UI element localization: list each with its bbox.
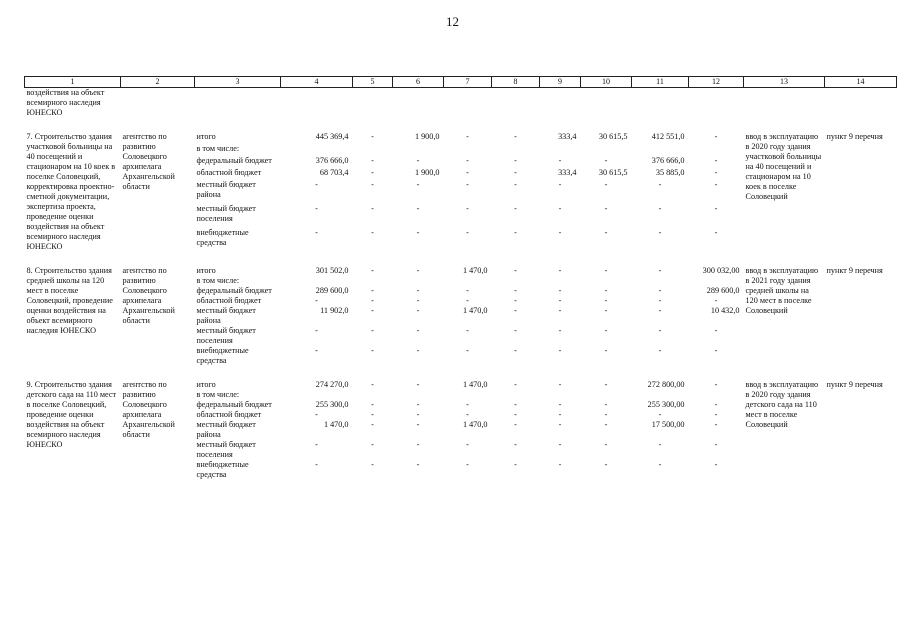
amount-cell: - <box>558 180 562 189</box>
funding-source: местный бюджет района <box>196 180 256 199</box>
amount-cell: - <box>714 440 718 449</box>
amount-cell <box>632 144 689 156</box>
amount-cell <box>632 390 689 400</box>
project-name: 8. Строительство здания средней школы на 120 мест в поселке Соловецкий, проведение оценки воздействия на объект всемирного наследия ЮНЕСКО <box>26 266 113 335</box>
amount-cell: - <box>371 410 374 419</box>
amount-cell <box>353 276 393 286</box>
amount-cell: - <box>514 180 517 189</box>
funding-source: местный бюджет поселения <box>196 440 256 459</box>
column-number: 13 <box>744 77 825 88</box>
amount-cell: - <box>558 306 562 315</box>
amount-cell: - <box>714 296 718 305</box>
amount-cell: - <box>558 460 562 469</box>
amount-cell: - <box>416 306 420 315</box>
amount-cell <box>353 390 393 400</box>
amount-cell: - <box>714 420 718 429</box>
amount-cell: - <box>416 296 420 305</box>
amount-cell: - <box>604 346 608 355</box>
project-reference: пункт 9 перечня <box>826 132 883 141</box>
amount-cell: 300 032,00 <box>702 266 740 275</box>
amount-cell: 17 500,00 <box>651 420 685 429</box>
amount-cell: - <box>315 228 318 237</box>
amount-cell: - <box>514 156 517 165</box>
project-result: ввод в эксплуатацию в 2020 году здания участковой больницы на 40 посещений и стационаром на 10 коек в поселке Соловецкий <box>745 132 822 201</box>
amount-cell: - <box>514 346 517 355</box>
project-spacer <box>25 252 897 266</box>
amount-cell: 255 300,00 <box>647 400 685 409</box>
funding-source: в том числе: <box>196 144 240 153</box>
column-number: 5 <box>353 77 393 88</box>
amount-cell: - <box>514 306 517 315</box>
amount-cell: - <box>714 156 718 165</box>
amount-cell: - <box>604 440 608 449</box>
amount-cell: - <box>658 346 662 355</box>
column-number: 11 <box>632 77 689 88</box>
amount-cell: - <box>604 410 608 419</box>
amount-cell: - <box>371 440 374 449</box>
amount-cell: - <box>466 460 469 469</box>
amount-cell: - <box>604 180 608 189</box>
amount-cell: 289 600,0 <box>706 286 740 295</box>
amount-cell: - <box>514 296 517 305</box>
amount-cell: - <box>371 296 374 305</box>
amount-cell: - <box>371 132 374 141</box>
amount-cell: 376 666,0 <box>315 156 349 165</box>
amount-cell: - <box>514 440 517 449</box>
funding-source: местный бюджет поселения <box>196 204 256 223</box>
funding-source: федеральный бюджет <box>196 156 272 165</box>
project-name: 9. Строительство здания детского сада на 110 мест в поселке Соловецкий, проведение оценки воздействия на объект всемирного наследия ЮНЕСКО <box>26 380 117 449</box>
project-spacer <box>25 118 897 132</box>
amount-cell: - <box>514 460 517 469</box>
table-row <box>25 266 897 276</box>
amount-cell: 30 615,5 <box>598 168 628 177</box>
amount-cell: 1 470,0 <box>462 380 488 389</box>
amount-cell <box>689 390 744 400</box>
amount-cell <box>393 144 444 156</box>
amount-cell: - <box>604 380 608 389</box>
amount-cell: - <box>371 346 374 355</box>
amount-cell: 376 666,0 <box>651 156 685 165</box>
amount-cell: - <box>558 156 562 165</box>
amount-cell: - <box>558 228 562 237</box>
amount-cell: 272 800,00 <box>647 380 685 389</box>
amount-cell: - <box>714 380 718 389</box>
amount-cell <box>632 276 689 286</box>
amount-cell: 445 369,4 <box>315 132 349 141</box>
amount-cell: - <box>371 204 374 213</box>
amount-cell: - <box>416 400 420 409</box>
funding-source: федеральный бюджет <box>196 286 272 295</box>
column-number: 10 <box>581 77 632 88</box>
funding-source: областной бюджет <box>196 410 262 419</box>
amount-cell: - <box>658 306 662 315</box>
amount-cell: - <box>315 204 318 213</box>
amount-cell: - <box>466 168 469 177</box>
amount-cell: - <box>714 228 718 237</box>
amount-cell: - <box>466 204 469 213</box>
amount-cell <box>540 276 581 286</box>
amount-cell: - <box>714 326 718 335</box>
funding-source: областной бюджет <box>196 168 262 177</box>
funding-source: федеральный бюджет <box>196 400 272 409</box>
amount-cell: - <box>658 410 662 419</box>
amount-cell <box>281 276 353 286</box>
amount-cell: - <box>315 180 318 189</box>
amount-cell: - <box>371 286 374 295</box>
amount-cell <box>492 144 540 156</box>
funding-source: в том числе: <box>196 276 240 285</box>
amount-cell: - <box>604 156 608 165</box>
project-result: ввод в эксплуатацию в 2020 году здания детского сада на 110 мест в поселке Соловецкий <box>745 380 819 429</box>
amount-cell <box>689 144 744 156</box>
amount-cell <box>540 144 581 156</box>
amount-cell: 68 703,4 <box>319 168 349 177</box>
amount-cell: - <box>658 204 662 213</box>
column-number: 7 <box>444 77 492 88</box>
amount-cell <box>444 276 492 286</box>
amount-cell: - <box>558 326 562 335</box>
amount-cell: - <box>371 400 374 409</box>
amount-cell: 10 432,0 <box>710 306 740 315</box>
continuation-text: воздействия на объект всемирного наследия ЮНЕСКО <box>26 88 105 117</box>
amount-cell: - <box>658 228 662 237</box>
amount-cell: - <box>514 286 517 295</box>
amount-cell: - <box>514 410 517 419</box>
column-number-row <box>25 77 897 88</box>
amount-cell: - <box>466 156 469 165</box>
amount-cell: - <box>466 180 469 189</box>
amount-cell: - <box>371 326 374 335</box>
column-number: 12 <box>689 77 744 88</box>
amount-cell: - <box>658 326 662 335</box>
amount-cell: - <box>658 266 662 275</box>
amount-cell: 333,4 <box>558 168 577 177</box>
amount-cell: - <box>315 440 318 449</box>
amount-cell: - <box>604 420 608 429</box>
amount-cell: - <box>514 420 517 429</box>
column-number: 6 <box>393 77 444 88</box>
amount-cell: - <box>714 132 718 141</box>
amount-cell: - <box>315 346 318 355</box>
amount-cell: - <box>416 326 420 335</box>
funding-source: местный бюджет района <box>196 306 256 325</box>
amount-cell: - <box>558 440 562 449</box>
amount-cell: - <box>466 346 469 355</box>
amount-cell: - <box>466 410 469 419</box>
amount-cell: - <box>604 228 608 237</box>
amount-cell <box>689 276 744 286</box>
column-number: 4 <box>281 77 353 88</box>
amount-cell: 412 551,0 <box>651 132 685 141</box>
amount-cell: - <box>466 296 469 305</box>
project-executor: агентство по развитию Соловецкого архипелага Архангельской области <box>122 132 175 191</box>
amount-cell: - <box>514 400 517 409</box>
amount-cell: - <box>315 326 318 335</box>
amount-cell: - <box>658 180 662 189</box>
amount-cell: - <box>371 156 374 165</box>
amount-cell: - <box>604 286 608 295</box>
amount-cell: - <box>558 380 562 389</box>
project-reference: пункт 9 перечня <box>826 380 883 389</box>
amount-cell: - <box>466 132 469 141</box>
amount-cell <box>393 390 444 400</box>
amount-cell: - <box>604 296 608 305</box>
amount-cell: - <box>714 346 718 355</box>
column-number: 14 <box>825 77 897 88</box>
amount-cell: - <box>371 380 374 389</box>
amount-cell: - <box>416 228 420 237</box>
amount-cell: - <box>466 326 469 335</box>
amount-cell: - <box>714 410 718 419</box>
amount-cell: 1 470,0 <box>323 420 349 429</box>
amount-cell: - <box>658 296 662 305</box>
amount-cell: - <box>604 460 608 469</box>
amount-cell: - <box>514 266 517 275</box>
amount-cell: - <box>371 168 374 177</box>
amount-cell: - <box>416 156 420 165</box>
amount-cell <box>581 144 632 156</box>
amount-cell: - <box>714 400 718 409</box>
amount-cell: - <box>558 266 562 275</box>
amount-cell: - <box>466 228 469 237</box>
amount-cell: - <box>466 400 469 409</box>
amount-cell: - <box>466 440 469 449</box>
amount-cell: - <box>416 460 420 469</box>
amount-cell: - <box>371 228 374 237</box>
amount-cell: - <box>604 326 608 335</box>
amount-cell <box>581 276 632 286</box>
amount-cell: - <box>658 460 662 469</box>
amount-cell: - <box>604 266 608 275</box>
amount-cell <box>492 390 540 400</box>
amount-cell <box>393 276 444 286</box>
amount-cell: - <box>514 228 517 237</box>
amount-cell: 1 470,0 <box>462 420 488 429</box>
funding-source: внебюджетные средства <box>196 228 249 247</box>
column-number: 2 <box>121 77 195 88</box>
amount-cell: - <box>714 168 718 177</box>
amount-cell: - <box>558 346 562 355</box>
project-executor: агентство по развитию Соловецкого архипелага Архангельской области <box>122 266 175 325</box>
budget-table <box>24 76 897 480</box>
table-row <box>25 380 897 390</box>
amount-cell: - <box>514 326 517 335</box>
amount-cell: - <box>416 346 420 355</box>
amount-cell: - <box>714 460 718 469</box>
amount-cell: - <box>371 460 374 469</box>
amount-cell: - <box>514 132 517 141</box>
amount-cell: - <box>416 204 420 213</box>
amount-cell: - <box>416 380 420 389</box>
amount-cell: - <box>371 266 374 275</box>
amount-cell: 11 902,0 <box>320 306 349 315</box>
amount-cell: - <box>558 410 562 419</box>
amount-cell: - <box>604 400 608 409</box>
column-number: 8 <box>492 77 540 88</box>
column-number: 1 <box>25 77 121 88</box>
amount-cell: - <box>416 286 420 295</box>
amount-cell <box>444 144 492 156</box>
continuation-row <box>25 88 897 119</box>
funding-source: внебюджетные средства <box>196 460 249 479</box>
amount-cell: - <box>558 286 562 295</box>
amount-cell: 301 502,0 <box>315 266 349 275</box>
amount-cell <box>492 276 540 286</box>
amount-cell: 333,4 <box>558 132 577 141</box>
amount-cell <box>353 144 393 156</box>
amount-cell: 255 300,0 <box>315 400 349 409</box>
amount-cell: - <box>315 296 318 305</box>
funding-source: итого <box>196 132 216 141</box>
column-number: 9 <box>540 77 581 88</box>
amount-cell: - <box>315 410 318 419</box>
amount-cell: 35 885,0 <box>655 168 685 177</box>
funding-source: итого <box>196 266 216 275</box>
amount-cell: - <box>558 204 562 213</box>
funding-source: местный бюджет поселения <box>196 326 256 345</box>
amount-cell: - <box>658 286 662 295</box>
project-executor: агентство по развитию Соловецкого архипелага Архангельской области <box>122 380 175 439</box>
amount-cell: 289 600,0 <box>315 286 349 295</box>
column-number: 3 <box>195 77 281 88</box>
amount-cell: - <box>558 296 562 305</box>
table-row <box>25 132 897 144</box>
amount-cell: 1 470,0 <box>462 306 488 315</box>
amount-cell: 274 270,0 <box>315 380 349 389</box>
funding-source: областной бюджет <box>196 296 262 305</box>
amount-cell: 1 470,0 <box>462 266 488 275</box>
amount-cell <box>444 390 492 400</box>
amount-cell: - <box>416 420 420 429</box>
funding-source: внебюджетные средства <box>196 346 249 365</box>
amount-cell: - <box>315 460 318 469</box>
amount-cell: 1 900,0 <box>414 168 440 177</box>
funding-source: итого <box>196 380 216 389</box>
amount-cell: - <box>416 266 420 275</box>
amount-cell: - <box>371 306 374 315</box>
amount-cell: - <box>466 286 469 295</box>
amount-cell: - <box>416 180 420 189</box>
project-reference: пункт 9 перечня <box>826 266 883 275</box>
amount-cell: - <box>714 180 718 189</box>
amount-cell: - <box>416 410 420 419</box>
page-number: 12 <box>446 14 459 29</box>
amount-cell: - <box>371 180 374 189</box>
amount-cell: 1 900,0 <box>414 132 440 141</box>
amount-cell <box>281 144 353 156</box>
amount-cell <box>281 390 353 400</box>
amount-cell: - <box>416 440 420 449</box>
funding-source: местный бюджет района <box>196 420 256 439</box>
funding-source: в том числе: <box>196 390 240 399</box>
amount-cell: - <box>514 168 517 177</box>
amount-cell: - <box>714 204 718 213</box>
amount-cell: - <box>514 380 517 389</box>
amount-cell: - <box>658 440 662 449</box>
project-name: 7. Строительство здания участковой больницы на 40 посещений и стационаром на 10 коек в поселке Соловецкий, корректировка проектно-сметной документации, экспертиза проекта, проведение оценки воздействия на объект всемирного наследия ЮНЕСКО <box>26 132 116 251</box>
amount-cell: 30 615,5 <box>598 132 628 141</box>
amount-cell <box>540 390 581 400</box>
project-result: ввод в эксплуатацию в 2021 году здания средней школы на 120 мест в поселке Соловецкий <box>745 266 819 315</box>
amount-cell: - <box>371 420 374 429</box>
amount-cell: - <box>514 204 517 213</box>
amount-cell <box>581 390 632 400</box>
amount-cell: - <box>558 400 562 409</box>
amount-cell: - <box>604 204 608 213</box>
project-spacer <box>25 366 897 380</box>
amount-cell: - <box>604 306 608 315</box>
amount-cell: - <box>558 420 562 429</box>
